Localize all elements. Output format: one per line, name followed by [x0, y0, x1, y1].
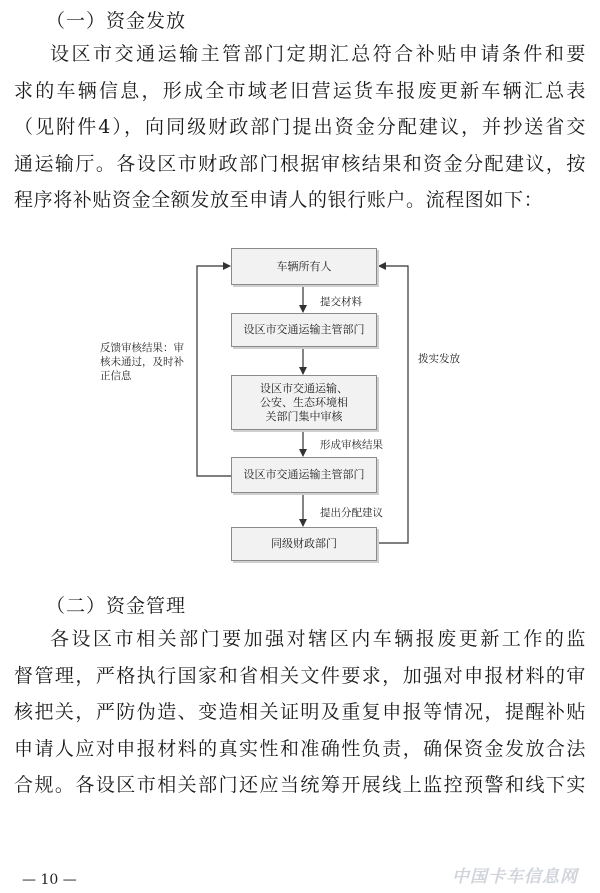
paragraph-line: 各设区市相关部门要加强对辖区内车辆报废更新工作的监: [50, 628, 586, 650]
flow-box-transport-dept: 设区市交通运输主管部门: [231, 313, 377, 347]
section-2-heading: （二）资金管理: [46, 595, 187, 617]
edge-label-feedback: 反馈审核结果：审核未通过，及时补正信息: [100, 342, 184, 382]
paragraph-line: 合规。各设区市相关部门还应当统筹开展线上监控预警和线下实: [14, 774, 586, 796]
paragraph-line: 申请人应对申报材料的真实性和准确性负责，确保资金发放合法: [14, 737, 586, 760]
paragraph-line: 程序将补贴资金全额发放至申请人的银行账户。流程图如下：: [14, 189, 544, 211]
arrow-feedback-loop: [197, 266, 232, 476]
arrow-disbursement-loop: [376, 266, 408, 543]
section-2-paragraph: [14, 621, 586, 804]
paragraph-line: 通运输厅。各设区市财政部门根据审核结果和资金分配建议，按: [14, 152, 586, 175]
paragraph-line: 核把关，严防伪造、变造相关证明及重复申报等情况，提醒补贴: [14, 701, 586, 723]
edge-label-submit: 提交材料: [320, 296, 362, 308]
edge-label-disburse: 拨实发放: [418, 353, 460, 365]
flow-box-finance-dept: 同级财政部门: [231, 527, 377, 561]
flow-box-vehicle-owner: 车辆所有人: [231, 248, 377, 285]
page-number: — 10 —: [22, 872, 77, 888]
paragraph-line: 督管理，严格执行国家和省相关文件要求，加强对申报材料的审: [14, 664, 586, 687]
section-1-paragraph: [14, 36, 586, 219]
paragraph-line: 设区市交通运输主管部门定期汇总符合补贴申请条件和要: [50, 43, 586, 65]
edge-label-propose: 提出分配建议: [320, 507, 383, 519]
paragraph-line: （见附件4），向同级财政部门提出资金分配建议，并抄送省交: [14, 116, 586, 138]
flow-box-transport-dept-2: 设区市交通运输主管部门: [231, 457, 377, 493]
section-1-heading: （一）资金发放: [46, 10, 187, 32]
flow-box-joint-review: 设区市交通运输、公安、生态环境相关部门集中审核: [231, 375, 377, 430]
paragraph-line: 求的车辆信息，形成全市域老旧营运货车报废更新车辆汇总表: [14, 79, 586, 102]
watermark-logo: 中国卡车信息网: [452, 867, 578, 887]
edge-label-result: 形成审核结果: [320, 439, 383, 451]
